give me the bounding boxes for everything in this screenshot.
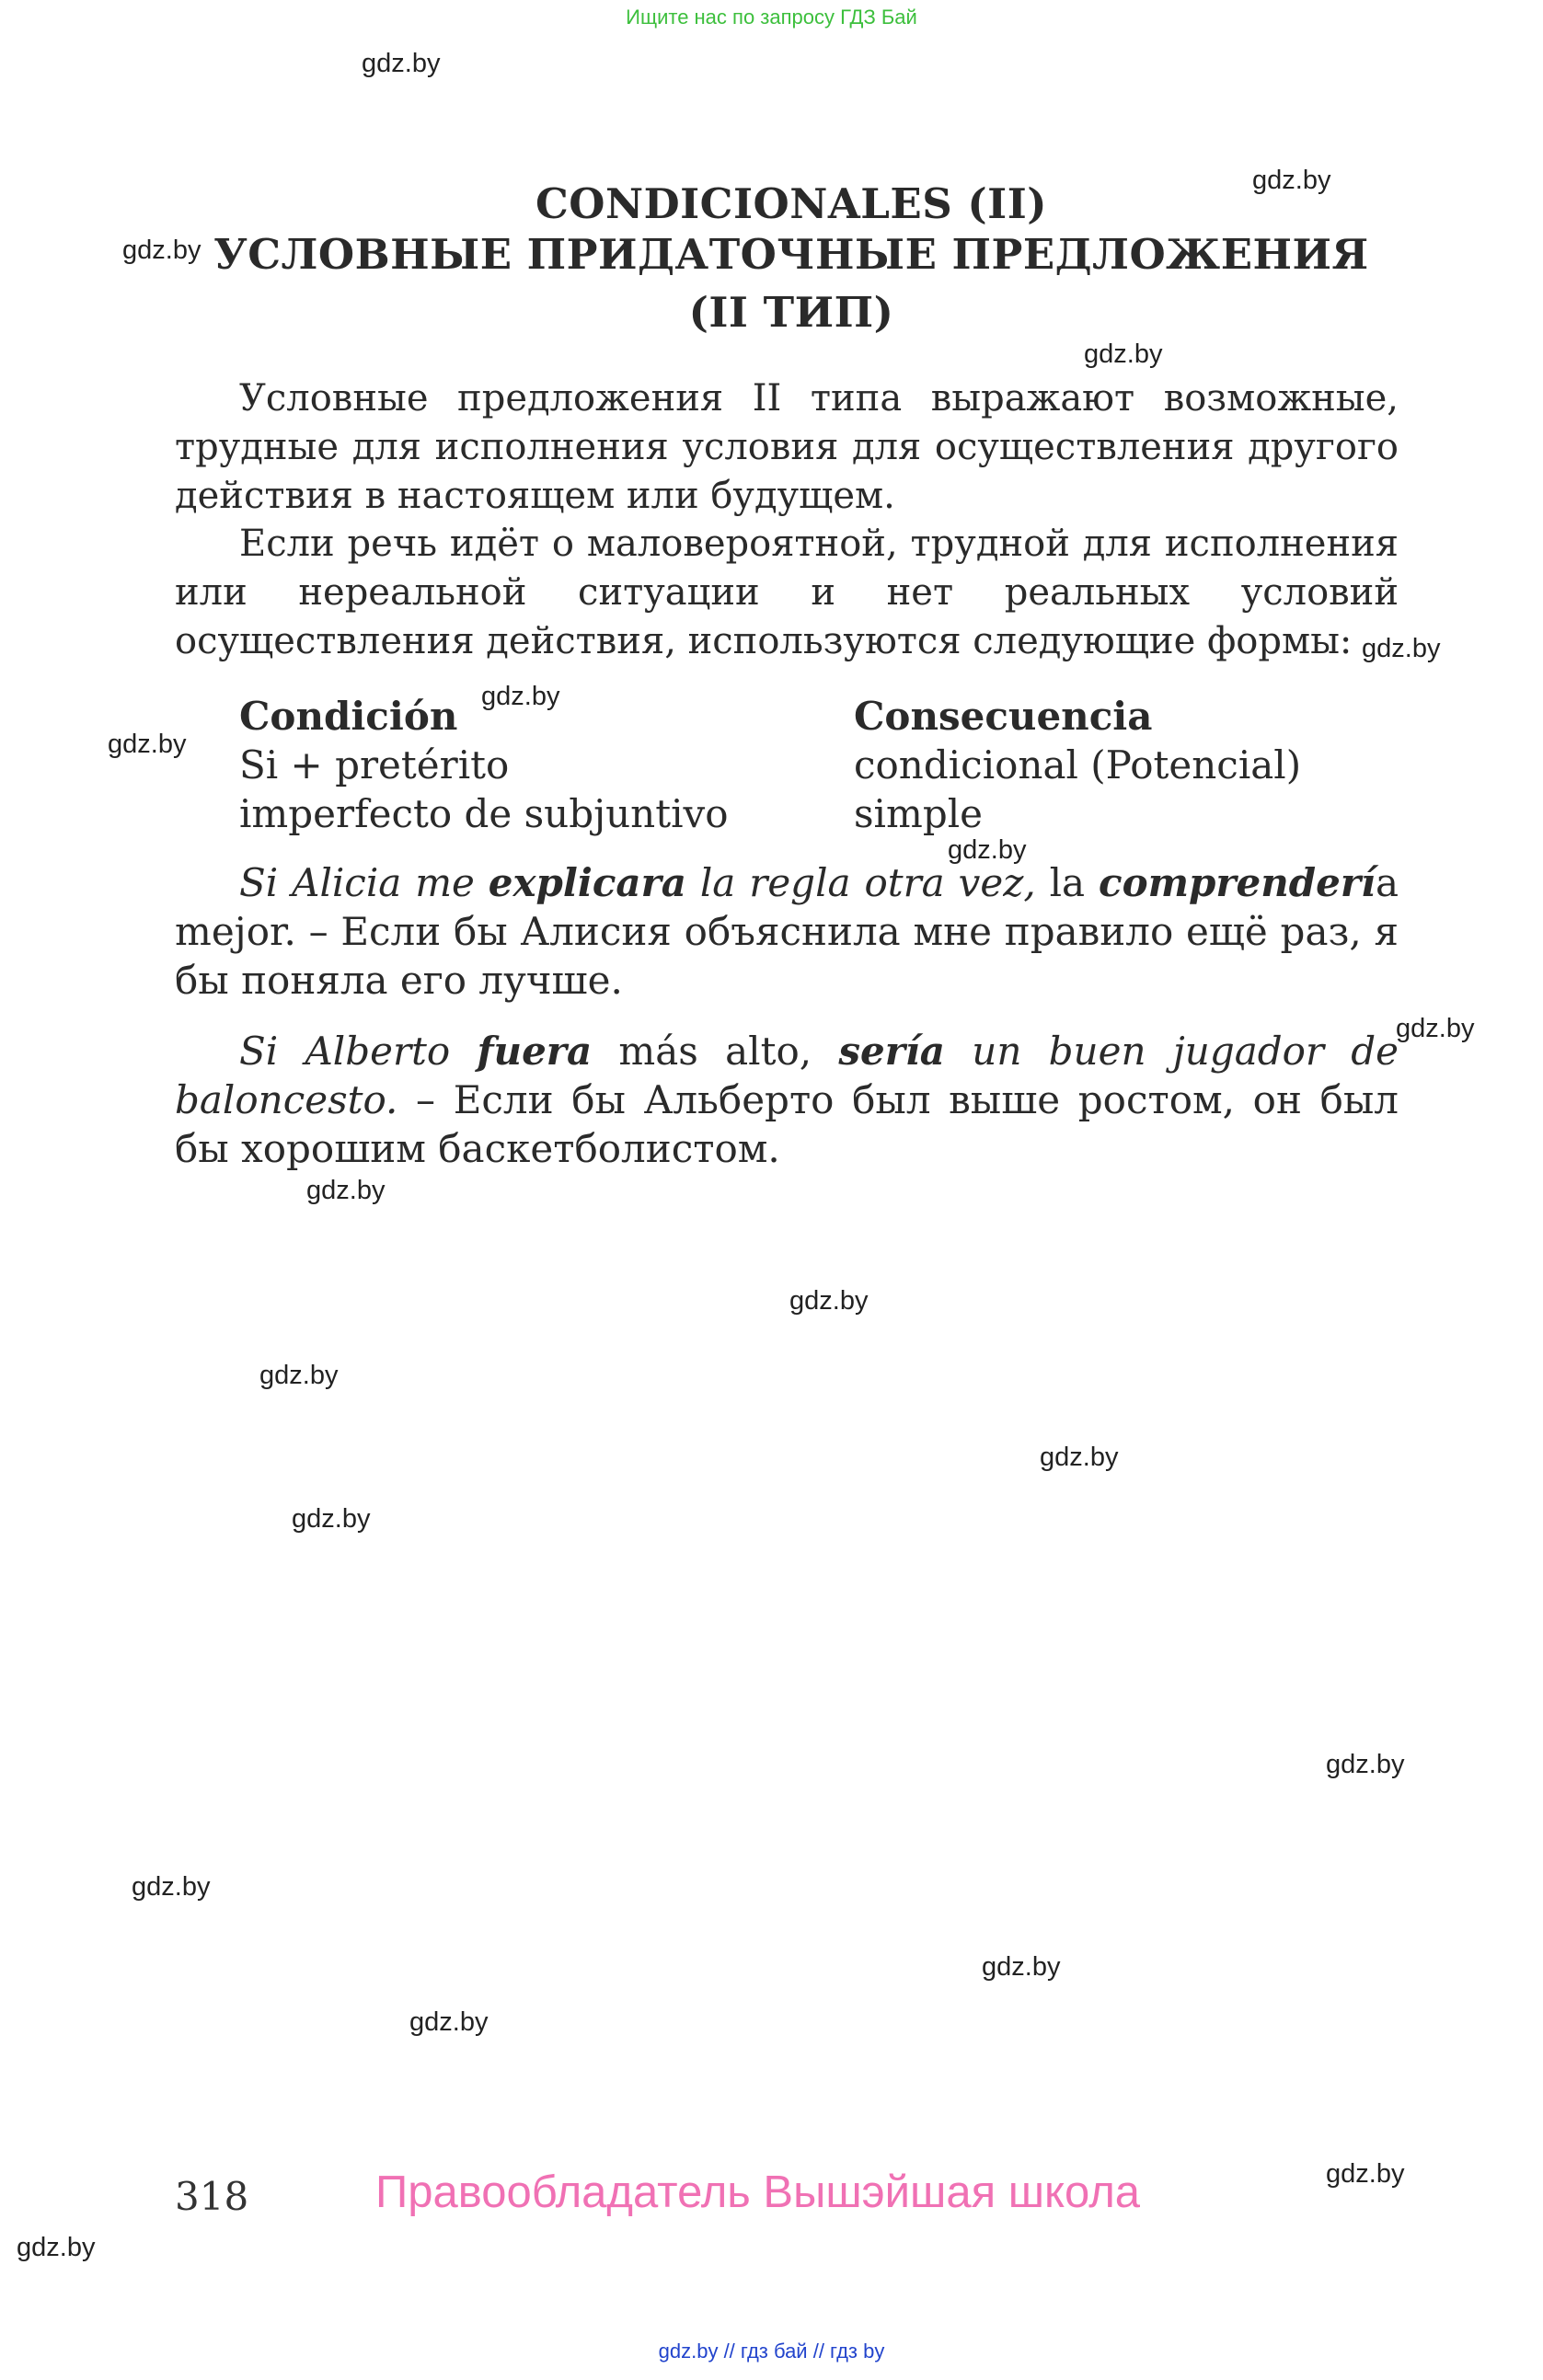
consequence-header: Consecuencia <box>854 694 1153 739</box>
footer-links[interactable]: gdz.by // гдз бай // гдз by <box>658 2340 885 2363</box>
watermark: gdz.by <box>132 1872 211 1902</box>
title-type: (II ТИП) <box>688 288 894 337</box>
watermark: gdz.by <box>1326 2159 1405 2189</box>
watermark: gdz.by <box>306 1176 386 1205</box>
watermark: gdz.by <box>292 1504 371 1534</box>
top-banner[interactable]: Ищите нас по запросу ГДЗ Бай <box>626 6 917 29</box>
watermark: gdz.by <box>1362 634 1441 663</box>
title-russian: УСЛОВНЫЕ ПРИДАТОЧНЫЕ ПРЕДЛОЖЕНИЯ <box>213 230 1369 279</box>
watermark: gdz.by <box>362 49 441 78</box>
watermark: gdz.by <box>1084 339 1163 369</box>
watermark: gdz.by <box>948 835 1027 865</box>
watermark: gdz.by <box>1396 1014 1475 1043</box>
watermark: gdz.by <box>259 1361 339 1390</box>
condition-line: Si + pretérito <box>239 742 510 788</box>
watermark: gdz.by <box>108 730 187 759</box>
watermark: gdz.by <box>122 236 202 265</box>
watermark: gdz.by <box>17 2233 96 2262</box>
watermark: gdz.by <box>982 1952 1061 1982</box>
watermark: gdz.by <box>1252 166 1331 195</box>
page-number: 318 <box>175 2174 249 2219</box>
watermark: gdz.by <box>1040 1443 1119 1472</box>
watermark: gdz.by <box>789 1286 869 1316</box>
forms-paragraph: Если речь идёт о маловероятной, трудной для исполнения или нереальной ситуации и нет реальных условий осуществления действия, используются следующие формы: <box>175 523 1399 662</box>
condition-header: Condición <box>239 694 458 739</box>
example-alberto: Si Alberto fuera más alto, sería un buen jugador de baloncesto. – Если бы Альберто был выше ростом, он был бы хорошим баскетболистом. <box>175 1029 1399 1171</box>
example-alicia: Si Alicia me explicara la regla otra vez, la comprendería mejor. – Если бы Алисия объяснила мне правило ещё раз, я бы поняла его лучше. <box>175 860 1399 1003</box>
consequence-line: simple <box>854 791 983 836</box>
watermark: gdz.by <box>409 2007 489 2037</box>
watermark: gdz.by <box>1326 1750 1405 1779</box>
title-spanish: CONDICIONALES (II) <box>535 179 1048 228</box>
watermark: gdz.by <box>481 682 560 711</box>
consequence-line: condicional (Potencial) <box>854 742 1302 788</box>
intro-paragraph: Условные предложения II типа выражают возможные, трудные для исполнения условия для осуществления другого действия в настоящем или будущем. <box>175 377 1399 517</box>
rights-holder: Правообладатель Вышэйшая школа <box>375 2167 1141 2217</box>
condition-line: imperfecto de subjuntivo <box>239 791 729 836</box>
